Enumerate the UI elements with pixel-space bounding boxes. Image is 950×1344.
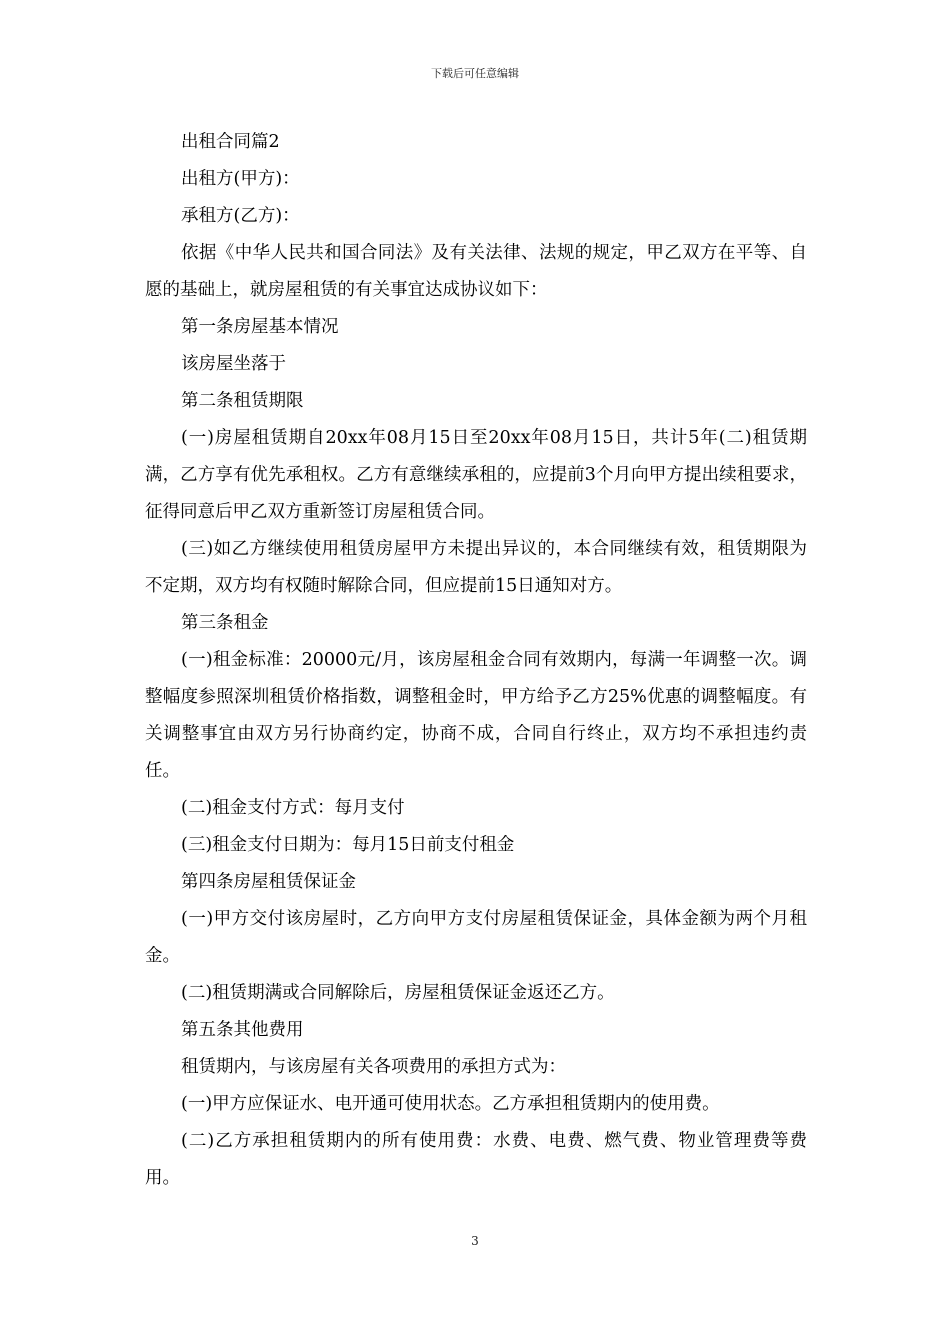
page-header: 下载后可任意编辑 (431, 67, 519, 80)
lease-continuation-paragraph: (三)如乙方继续使用租赁房屋甲方未提出异议的，本合同继续有效，租赁期限为不定期，双方均有权随时解除合同，但应提前15日通知对方。 (145, 539, 807, 596)
lease-term-paragraph: (一)房屋租赁期自20xx年08月15日至20xx年08月15日，共计5年(二)租赁期满，乙方享有优先承租权。乙方有意继续承租的，应提前3个月向甲方提出续租要求，征得同意后甲乙双方重新签订房屋租赁合同。 (145, 428, 807, 522)
property-location: 该房屋坐落于 (181, 354, 286, 374)
fees-lessor-paragraph: (一)甲方应保证水、电开通可使用状态。乙方承担租赁期内的使用费。 (181, 1094, 720, 1114)
article-4-heading: 第四条房屋租赁保证金 (181, 872, 356, 892)
article-2-heading: 第二条租赁期限 (181, 391, 304, 411)
contract-title: 出租合同篇2 (181, 132, 280, 152)
rent-standard-paragraph: (一)租金标准：20000元/月，该房屋租金合同有效期内，每满一年调整一次。调整幅度参照深圳租赁价格指数，调整租金时，甲方给予乙方25%优惠的调整幅度。有关调整事宜由双方另行协商约定，协商不成，合同自行终止，双方均不承担违约责任。 (145, 650, 807, 781)
fees-intro-paragraph: 租赁期内，与该房屋有关各项费用的承担方式为： (181, 1057, 566, 1077)
rent-payment-date: (三)租金支付日期为：每月15日前支付租金 (181, 835, 515, 855)
lessee-line: 承租方(乙方)： (181, 206, 300, 226)
lessor-line: 出租方(甲方)： (181, 169, 300, 189)
rent-payment-method: (二)租金支付方式：每月支付 (181, 798, 405, 818)
document-body (145, 124, 807, 1197)
page-number: 3 (471, 1234, 479, 1248)
article-3-heading: 第三条租金 (181, 613, 269, 633)
fees-lessee-paragraph: (二)乙方承担租赁期内的所有使用费：水费、电费、燃气费、物业管理费等费用。 (145, 1131, 807, 1188)
deposit-payment-paragraph: (一)甲方交付该房屋时，乙方向甲方支付房屋租赁保证金，具体金额为两个月租金。 (145, 909, 807, 966)
deposit-return-paragraph: (二)租赁期满或合同解除后，房屋租赁保证金返还乙方。 (181, 983, 615, 1003)
preamble-paragraph: 依据《中华人民共和国合同法》及有关法律、法规的规定，甲乙双方在平等、自愿的基础上，就房屋租赁的有关事宜达成协议如下： (145, 243, 807, 300)
article-1-heading: 第一条房屋基本情况 (181, 317, 339, 337)
article-5-heading: 第五条其他费用 (181, 1020, 304, 1040)
